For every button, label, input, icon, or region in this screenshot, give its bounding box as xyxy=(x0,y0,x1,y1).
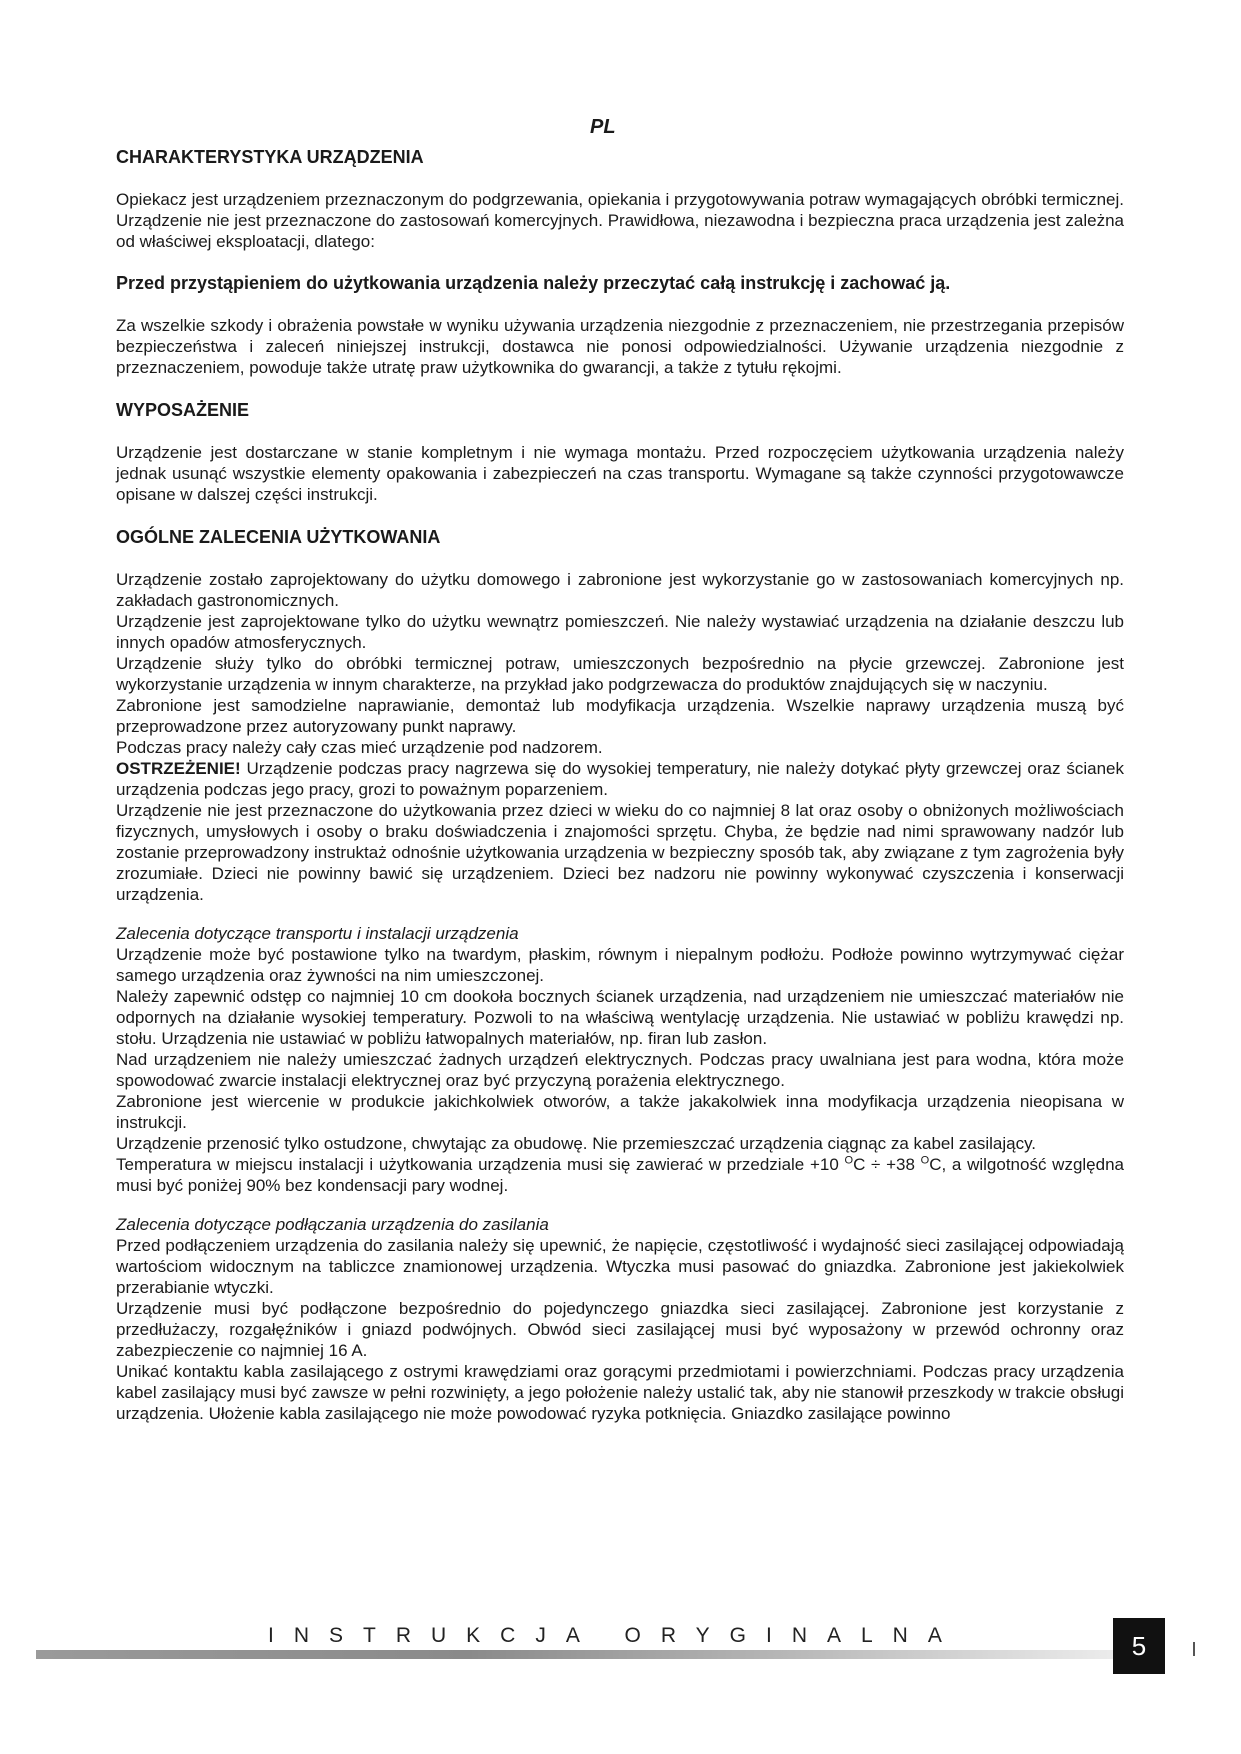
paragraph: Urządzenie musi być podłączone bezpośrednio do pojedynczego gniazdka sieci zasilającej. Zabronione jest korzystanie z przedłużaczy, rozgałęźników i gniazd podwójnych. Obwód sieci zasilającej musi być wyposażony w przewód ochronny oraz zabezpieczenie co najmniej 16 A. xyxy=(116,1299,1124,1360)
degree-sup: O xyxy=(844,1154,854,1167)
section-title-wyposazenie: WYPOSAŻENIE xyxy=(116,400,250,420)
degree-sup: O xyxy=(920,1154,930,1167)
manual-content xyxy=(116,146,1124,1424)
text-fragment: C ÷ +38 xyxy=(853,1155,921,1174)
warning-paragraph xyxy=(116,758,1124,800)
paragraph: Przed podłączeniem urządzenia do zasilania należy się upewnić, że napięcie, częstotliwość i wydajność sieci zasilającej odpowiadają wartościom widocznym na tabliczce znamionowej urządzenia. Wtyczka musi pasować do gniazdka. Zabronione jest jakiekolwiek przerabianie wtyczki. xyxy=(116,1236,1124,1297)
paragraph: Podczas pracy należy cały czas mieć urządzenie pod nadzorem. xyxy=(116,738,603,757)
section-title-ogolne: OGÓLNE ZALECENIA UŻYTKOWANIA xyxy=(116,527,441,547)
footer-title: INSTRUKCJA ORYGINALNA xyxy=(268,1624,962,1647)
paragraph: Urządzenie jest dostarczane w stanie kompletnym i nie wymaga montażu. Przed rozpoczęciem użytkowania urządzenia należy jednak usunąć wszystkie elementy opakowania i zabezpieczeń na czas transportu. Wymagane są także czynności przygotowawcze opisane w dalszej części instrukcji. xyxy=(116,443,1124,504)
footer-bar xyxy=(36,1650,1116,1659)
subsection-title-transport: Zalecenia dotyczące transportu i instalacji urządzenia xyxy=(116,924,519,943)
important-notice: Przed przystąpieniem do użytkowania urządzenia należy przeczytać całą instrukcję i zachować ją. xyxy=(116,273,951,293)
subsection-title-zasilanie: Zalecenia dotyczące podłączania urządzenia do zasilania xyxy=(116,1215,549,1234)
text-fragment: Temperatura w miejscu instalacji i użytkowania urządzenia musi się zawierać w przedziale +10 xyxy=(116,1155,845,1174)
page-number: 5 xyxy=(1113,1618,1165,1674)
temperature-paragraph xyxy=(116,1154,1124,1196)
paragraph: Opiekacz jest urządzeniem przeznaczonym do podgrzewania, opiekania i przygotowywania potraw wymagających obróbki termicznej. Urządzenie nie jest przeznaczone do zastosowań komercyjnych. Prawidłowa, niezawodna i bezpieczna praca urządzenia jest zależna od właściwej eksploatacji, dlatego: xyxy=(116,190,1124,251)
paragraph: Urządzenie może być postawione tylko na twardym, płaskim, równym i niepalnym podłożu. Podłoże powinno wytrzymywać ciężar samego urządzenia oraz żywności na nim umieszczonej. xyxy=(116,945,1124,985)
paragraph: Za wszelkie szkody i obrażenia powstałe w wyniku używania urządzenia niezgodnie z przeznaczeniem, nie przestrzegania przepisów bezpieczeństwa i zaleceń niniejszej instrukcji, dostawca nie ponosi odpowiedzialności. Używanie urządzenia niezgodnie z przeznaczeniem, powoduje także utratę praw użytkownika do gwarancji, a także z tytułu rękojmi. xyxy=(116,316,1124,377)
language-code: PL xyxy=(590,116,616,138)
paragraph: Nad urządzeniem nie należy umieszczać żadnych urządzeń elektrycznych. Podczas pracy uwalniana jest para wodna, która może spowodować zwarcie instalacji elektrycznej oraz być przyczyną porażenia elektrycznego. xyxy=(116,1050,1124,1090)
paragraph: Urządzenie zostało zaprojektowany do użytku domowego i zabronione jest wykorzystanie go w zastosowaniach komercyjnych np. zakładach gastronomicznych. xyxy=(116,570,1124,610)
text-fragment: C, a wilgotność względna musi być poniżej 90% bez kondensacji pary wodnej. xyxy=(116,1155,1124,1195)
paragraph: Należy zapewnić odstęp co najmniej 10 cm dookoła bocznych ścianek urządzenia, nad urządzeniem nie umieszczać materiałów nie odpornych na działanie wysokiej temperatury. Pozwoli to na właściwą wentylację urządzenia. Nie ustawiać w pobliżu krawędzi np. stołu. Urządzenia nie ustawiać w pobliżu łatwopalnych materiałów, np. firan lub zasłon. xyxy=(116,987,1124,1048)
paragraph: Urządzenie służy tylko do obróbki termicznej potraw, umieszczonych bezpośrednio na płycie grzewczej. Zabronione jest wykorzystanie urządzenia w innym charakterze, na przykład jako podgrzewacza do produktów znajdujących się w naczyniu. xyxy=(116,654,1124,694)
section-title-charakterystyka: CHARAKTERYSTYKA URZĄDZENIA xyxy=(116,147,424,167)
paragraph: Urządzenie jest zaprojektowane tylko do użytku wewnątrz pomieszczeń. Nie należy wystawiać urządzenia na działanie deszczu lub innych opadów atmosferycznych. xyxy=(116,612,1124,652)
page-edge-mark xyxy=(1193,1642,1195,1656)
warning-text: Urządzenie podczas pracy nagrzewa się do wysokiej temperatury, nie należy dotykać płyty grzewczej oraz ścianek urządzenia podczas jego pracy, grozi to poważnym poparzeniem. xyxy=(116,759,1124,799)
paragraph: Urządzenie nie jest przeznaczone do użytkowania przez dzieci w wieku do co najmniej 8 lat oraz osoby o obniżonych możliwościach fizycznych, umysłowych i osoby o braku doświadczenia i znajomości sprzętu. Chyba, że będzie nad nimi sprawowany nadzór lub zostanie przeprowadzony instruktaż odnośnie użytkowania urządzenia w bezpieczny sposób tak, aby związane z tym zagrożenia były zrozumiałe. Dzieci nie powinny bawić się urządzeniem. Dzieci bez nadzoru nie powinny wykonywać czyszczenia i konserwacji urządzenia. xyxy=(116,801,1124,904)
paragraph: Unikać kontaktu kabla zasilającego z ostrymi krawędziami oraz gorącymi przedmiotami i powierzchniami. Podczas pracy urządzenia kabel zasilający musi być zawsze w pełni rozwinięty, a jego położenie należy ustalić tak, aby nie stanowił przeszkody w trakcie obsługi urządzenia. Ułożenie kabla zasilającego nie może powodować ryzyka potknięcia. Gniazdko zasilające powinno xyxy=(116,1362,1124,1423)
warning-label: OSTRZEŻENIE! xyxy=(116,759,241,778)
paragraph: Urządzenie przenosić tylko ostudzone, chwytając za obudowę. Nie przemieszczać urządzenia ciągnąc za kabel zasilający. xyxy=(116,1134,1037,1153)
paragraph: Zabronione jest wiercenie w produkcie jakichkolwiek otworów, a także jakakolwiek inna modyfikacja urządzenia nieopisana w instrukcji. xyxy=(116,1092,1124,1132)
paragraph: Zabronione jest samodzielne naprawianie, demontaż lub modyfikacja urządzenia. Wszelkie naprawy urządzenia muszą być przeprowadzone przez autoryzowany punkt naprawy. xyxy=(116,696,1124,736)
